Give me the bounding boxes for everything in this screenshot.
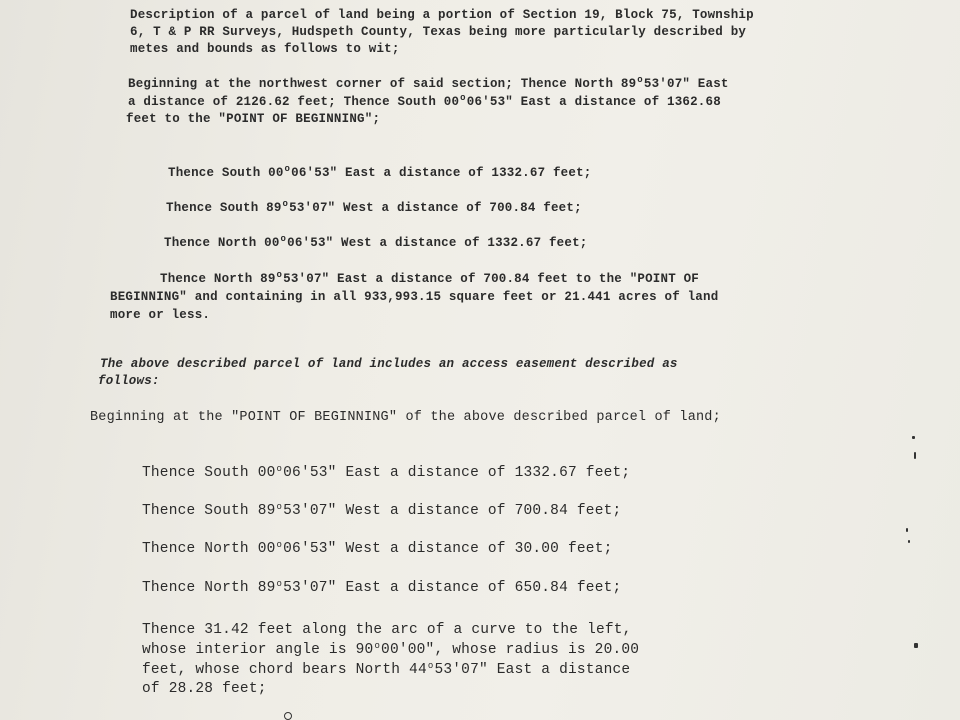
beginning-line-3: feet to the "POINT OF BEGINNING"; [126, 112, 381, 126]
closing-text: Thence North 89 [160, 272, 276, 286]
easement-call-1 [142, 465, 630, 481]
curve-text: whose interior angle is 90 [142, 642, 374, 658]
degree-symbol: o [276, 540, 283, 550]
beginning-line-1 [128, 77, 729, 91]
call-text: Thence North 00 [164, 236, 280, 250]
degree-symbol: o [374, 641, 381, 651]
degree-symbol: o [460, 93, 466, 103]
closing-line-2: BEGINNING" and containing in all 933,993.15 square feet or 21.441 acres of land [110, 290, 719, 304]
call-text-b: 06'53" East a distance of 1332.67 feet; [283, 465, 631, 481]
easement-intro-line-2: follows: [98, 374, 160, 388]
intro-line-2: 6, T & P RR Surveys, Hudspeth County, Texas being more particularly described by [130, 25, 747, 39]
degree-mark-fragment [284, 712, 292, 720]
degree-symbol: o [284, 164, 291, 174]
call-text-b: 06'53" West a distance of 1332.67 feet; [287, 236, 588, 250]
call-text: Thence South 00 [168, 166, 284, 180]
degree-symbol: o [276, 502, 283, 512]
call-text-b: 53'07" East a distance of 650.84 feet; [283, 580, 622, 596]
beginning-line-2 [128, 95, 721, 109]
ink-speck [912, 436, 915, 439]
ink-speck [908, 540, 910, 543]
ink-speck [914, 452, 916, 459]
degree-symbol: o [276, 464, 283, 474]
easement-call-3 [142, 541, 613, 557]
curve-text-b: 53'07" East a distance [434, 662, 631, 678]
beginning-line-2-text: a distance of 2126.62 feet; Thence South 00 [128, 95, 460, 109]
degree-symbol: o [282, 199, 289, 209]
curve-text-b: 00'00", whose radius is 20.00 [381, 642, 640, 658]
closing-text-b: 53'07" East a distance of 700.84 feet to the "POINT OF [283, 272, 700, 286]
parcel-call-2 [166, 201, 582, 215]
intro-line-3: metes and bounds as follows to wit; [130, 42, 400, 56]
degree-symbol: o [276, 579, 283, 589]
curve-line-4: of 28.28 feet; [142, 681, 267, 697]
easement-beginning: Beginning at the "POINT OF BEGINNING" of the above described parcel of land; [90, 410, 721, 425]
degree-symbol: o [427, 661, 434, 671]
beginning-line-1-text-b: 53'07" East [643, 77, 729, 91]
degree-symbol: o [276, 270, 283, 280]
easement-intro-line-1: The above described parcel of land includes an access easement described as [100, 357, 678, 371]
intro-line-1: Description of a parcel of land being a portion of Section 19, Block 75, Township [130, 8, 754, 22]
call-text-b: 53'07" West a distance of 700.84 feet; [289, 201, 582, 215]
closing-line-1 [160, 272, 699, 286]
call-text-b: 06'53" East a distance of 1332.67 feet; [291, 166, 592, 180]
call-text: Thence South 00 [142, 465, 276, 481]
parcel-call-1 [168, 166, 592, 180]
degree-symbol: o [637, 75, 643, 85]
call-text: Thence South 89 [166, 201, 282, 215]
parcel-call-3 [164, 236, 588, 250]
curve-text: feet, whose chord bears North 44 [142, 662, 427, 678]
curve-line-3 [142, 662, 630, 678]
call-text: Thence North 89 [142, 580, 276, 596]
easement-call-2 [142, 503, 621, 519]
call-text: Thence South 89 [142, 503, 276, 519]
call-text-b: 06'53" West a distance of 30.00 feet; [283, 541, 613, 557]
closing-line-3: more or less. [110, 308, 211, 322]
curve-line-2 [142, 642, 639, 658]
ink-speck [914, 643, 918, 648]
ink-speck [906, 528, 908, 532]
call-text-b: 53'07" West a distance of 700.84 feet; [283, 503, 622, 519]
curve-line-1: Thence 31.42 feet along the arc of a curve to the left, [142, 622, 632, 638]
beginning-line-1-text: Beginning at the northwest corner of said section; Thence North 89 [128, 77, 637, 91]
call-text: Thence North 00 [142, 541, 276, 557]
degree-symbol: o [280, 234, 287, 244]
beginning-line-2-text-b: 06'53" East a distance of 1362.68 [466, 95, 721, 109]
easement-call-4 [142, 580, 621, 596]
